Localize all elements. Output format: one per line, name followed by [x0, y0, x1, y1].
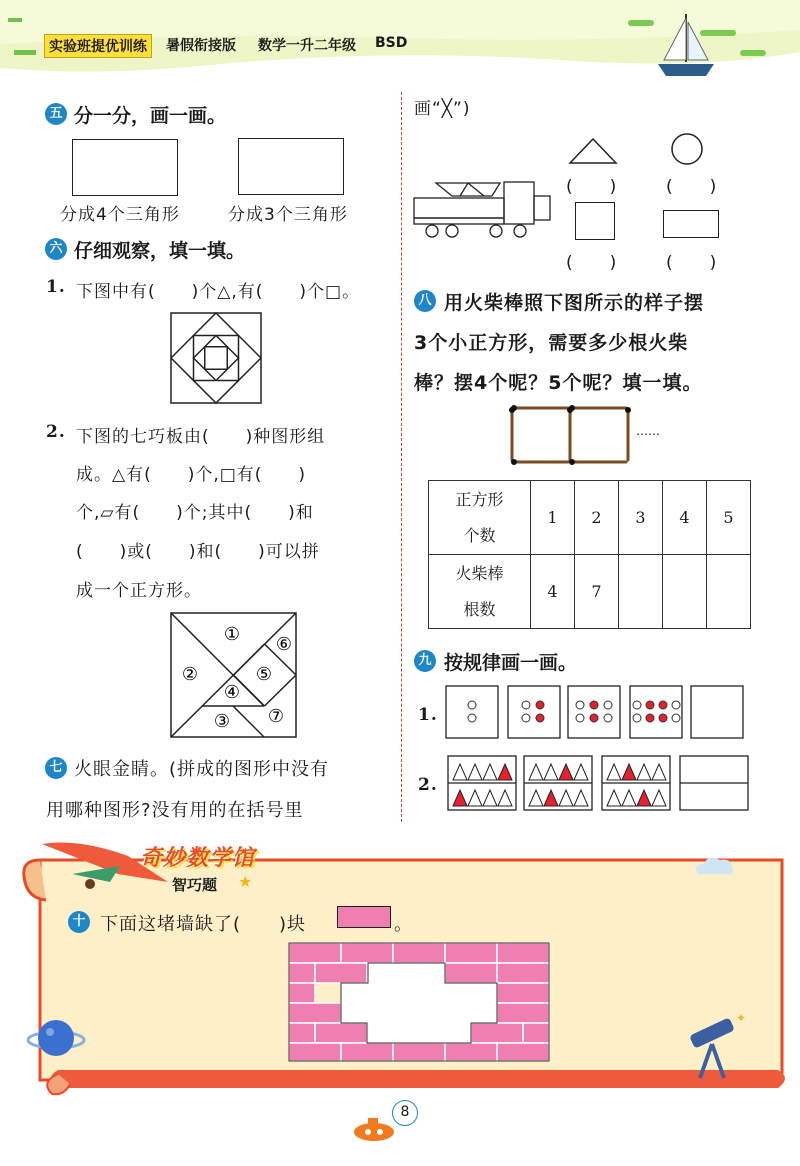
banner-subtitle: 智巧题: [172, 876, 218, 894]
table-header-squares: 正方形个数: [429, 481, 531, 555]
q1-text: 下图中有( )个△,有( )个□。: [76, 282, 361, 302]
banner-title: 奇妙数学馆: [140, 846, 256, 871]
s5-title: 分一分，画一画。: [74, 105, 227, 127]
s8-line-2: 3个小正方形，需要多少根火柴: [414, 332, 689, 354]
page-number: 8: [392, 1100, 418, 1126]
s5-caption-1: 分成4个三角形: [60, 205, 180, 225]
tangram-label-4: ④: [223, 682, 241, 703]
svg-text:✦: ✦: [736, 1011, 747, 1025]
table-cell: 4: [663, 481, 707, 555]
s7-paren-triangle: ( ): [566, 177, 618, 197]
dot-pattern-row: [444, 684, 746, 740]
badge-s9: 九: [414, 650, 436, 672]
badge-s10: 十: [68, 911, 90, 933]
bonus-text: 下面这堵墙缺了( )块: [100, 914, 307, 935]
s7-triangle: [568, 137, 618, 165]
s7-circle: [670, 132, 704, 166]
q2-line-1: 下图的七巧板由( )种图形组: [76, 427, 326, 447]
sailboat-icon: [652, 10, 722, 80]
table-cell: 1: [531, 481, 575, 555]
tangram-label-6: ⑥: [275, 634, 293, 655]
tangram-label-5: ⑤: [255, 664, 273, 685]
star-icon: ★: [238, 872, 253, 891]
s7-square: [575, 202, 615, 240]
tangram-label-1: ①: [223, 624, 241, 645]
nested-squares-figure: [170, 312, 262, 404]
triangle-pattern-row: [446, 754, 752, 814]
s7-paren-square: ( ): [566, 253, 618, 273]
telescope-icon: [680, 1010, 750, 1082]
series-tag: 实验班提优训练: [44, 34, 152, 58]
badge-s5: 五: [45, 103, 67, 125]
s8-line-1: 用火柴棒照下图所示的样子摆: [444, 292, 705, 314]
badge-s7: 七: [45, 757, 67, 779]
table-cell-blank[interactable]: [707, 555, 751, 629]
s5-rect-2: [238, 138, 344, 195]
q2-line-5: 成一个正方形。: [76, 581, 202, 601]
s5-caption-2: 分成3个三角形: [228, 205, 348, 225]
tangram-figure: [170, 612, 298, 738]
table-cell-blank[interactable]: [619, 555, 663, 629]
matchstick-ellipsis: ……: [636, 424, 660, 438]
q2-line-3: 个,▱有( )个;其中( )和: [76, 503, 314, 523]
table-header-sticks: 火柴棒根数: [429, 555, 531, 629]
table-cell: 3: [619, 481, 663, 555]
table-cell: 2: [575, 481, 619, 555]
s9-title: 按规律画一画。: [444, 652, 578, 674]
q2-line-2: 成。△有( )个,□有( ): [76, 465, 307, 485]
s7-rectangle: [663, 210, 719, 238]
s9-row1-number: 1.: [418, 705, 438, 725]
q1-number: 1.: [46, 277, 66, 297]
matchstick-table: [428, 480, 751, 629]
truck-figure: [412, 178, 554, 242]
tangram-label-3: ③: [213, 711, 231, 732]
bonus-text-end: 。: [394, 914, 413, 935]
matchstick-figure: [506, 402, 636, 468]
tangram-label-2: ②: [181, 664, 199, 685]
column-divider: [401, 92, 402, 822]
header-bar: [0, 0, 800, 80]
table-row: [429, 481, 751, 555]
s7-line-2: 用哪种图形?没有用的在括号里: [46, 800, 304, 821]
table-cell: 4: [531, 555, 575, 629]
s8-line-3: 棒？摆4个呢？5个呢？填一填。: [414, 372, 703, 394]
badge-s6: 六: [45, 238, 67, 260]
s7-paren-circle: ( ): [666, 177, 718, 197]
table-cell-blank[interactable]: [663, 555, 707, 629]
s9-row2-number: 2.: [418, 775, 438, 795]
missing-brick-sample: [337, 906, 391, 928]
planet-icon: [26, 1010, 86, 1066]
table-cell: 5: [707, 481, 751, 555]
s6-title: 仔细观察，填一填。: [74, 240, 246, 262]
subject-text: 数学一升二年级: [258, 38, 356, 54]
s7-paren-rectangle: ( ): [666, 253, 718, 273]
table-row: [429, 555, 751, 629]
s7-line-3: 画“╳”): [414, 99, 471, 119]
cloud-icon: [692, 854, 736, 876]
badge-s8: 八: [414, 290, 436, 312]
table-cell: 7: [575, 555, 619, 629]
s7-line-1: 火眼金睛。(拼成的图形中没有: [74, 759, 330, 780]
brick-wall-figure: [288, 942, 550, 1062]
edition-text: 暑假衔接版: [166, 38, 236, 54]
q2-line-4: ( )或( )和( )可以拼: [76, 542, 320, 562]
edition-code: BSD: [375, 35, 408, 51]
s5-rect-1: [72, 139, 178, 196]
q2-number: 2.: [46, 422, 66, 442]
submarine-icon: [352, 1112, 398, 1142]
tangram-label-7: ⑦: [267, 706, 285, 727]
kite-icon: [70, 862, 130, 892]
